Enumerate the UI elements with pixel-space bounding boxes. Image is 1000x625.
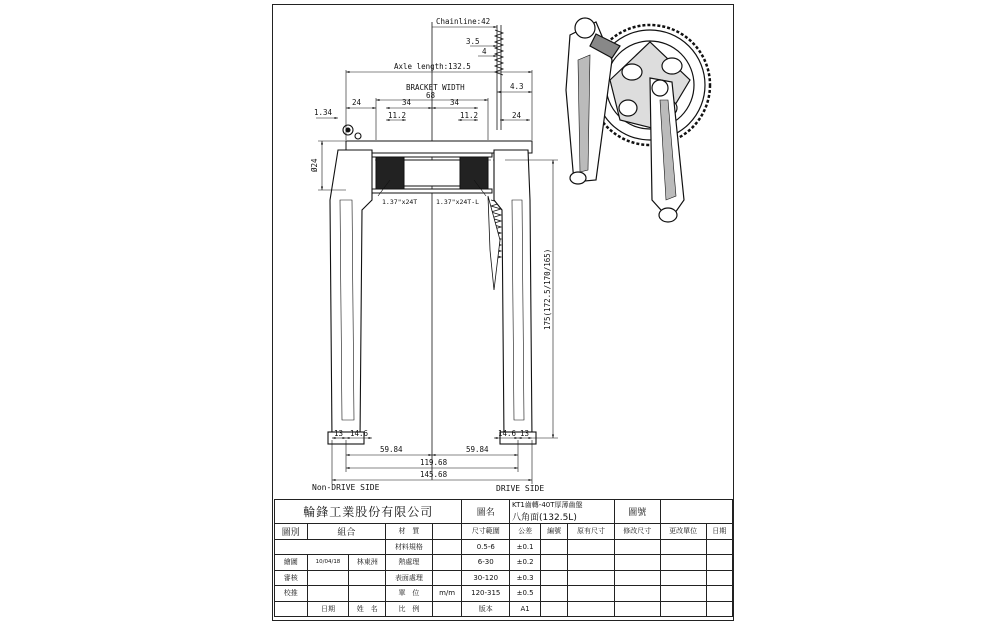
crankset-3d-render-icon: [566, 18, 710, 222]
dim-59-84-left: 59.84: [380, 445, 403, 454]
tb-r5-x3: [614, 586, 660, 602]
tb-r5-x5: [706, 586, 732, 602]
drawing-name-value: [510, 500, 615, 524]
tb-r5-c6: ±0.5: [510, 586, 541, 602]
tb-r5-x2: [568, 586, 615, 602]
tb-r6-c6: A1: [510, 601, 541, 617]
dim-145-68: 145.68: [420, 470, 448, 479]
tb-r4-c2: [349, 570, 386, 586]
drawing-name-line-2: 八角面(132.5L): [512, 513, 577, 523]
tb-r4-c5: 30-120: [462, 570, 510, 586]
tb-r4-c1: [307, 570, 349, 586]
tb-r5-c4: m/m: [432, 586, 462, 602]
tb-r1-c4: 尺寸範圍: [462, 524, 510, 540]
dim-axle: Axle length:132.5: [394, 62, 471, 71]
tb-r1-c0: 圖別: [275, 524, 308, 540]
tb-r1-c9: 更改單位: [660, 524, 706, 540]
tb-r1-c2: 材 質: [386, 524, 433, 540]
tb-r3-c0: 繪圖: [275, 555, 308, 571]
tb-r2-x3: [614, 539, 660, 555]
tb-r3-x1: [541, 555, 568, 571]
drawing-no-label: 圖號: [614, 500, 660, 524]
tb-r5-x4: [660, 586, 706, 602]
tb-r5-c3: 單 位: [386, 586, 433, 602]
dim-4: 4: [482, 47, 487, 56]
tb-r4-c3: 表面處理: [386, 570, 433, 586]
tb-r4-c0: 審核: [275, 570, 308, 586]
tb-r4-c6: ±0.3: [510, 570, 541, 586]
thread-right-label: 1.37"x24T-L: [436, 198, 480, 206]
dim-24-left: 24: [352, 98, 362, 107]
tb-r1-c7: 原有尺寸: [568, 524, 615, 540]
dim-68: 68: [426, 91, 436, 100]
tb-r4-x4: [660, 570, 706, 586]
tb-r6-c3: 比 例: [386, 601, 433, 617]
dim-crank-length: 175(172.5/170/165): [543, 248, 552, 330]
dim-59-84-right: 59.84: [466, 445, 489, 454]
dim-119-68: 119.68: [420, 458, 448, 467]
tb-r6-c1: 日期: [307, 601, 349, 617]
tb-r3-x5: [706, 555, 732, 571]
tb-r4-x2: [568, 570, 615, 586]
left-crank-arm: [328, 125, 372, 444]
tb-r3-c5: 6-30: [462, 555, 510, 571]
tb-r5-c2: [349, 586, 386, 602]
tb-r2-c3: [432, 539, 462, 555]
tb-r5-c1: [307, 586, 349, 602]
tb-r6-c2: 姓 名: [349, 601, 386, 617]
right-crank-arm: [488, 150, 536, 444]
company-name: 輪鋒工業股份有限公司: [275, 500, 462, 524]
tb-r3-x4: [660, 555, 706, 571]
tb-r6-c0: [275, 601, 308, 617]
tb-r1-c1: 組合: [307, 524, 386, 540]
tb-r2-c4: 0.5-6: [462, 539, 510, 555]
tb-r6-x5: [706, 601, 732, 617]
dim-chainline: Chainline:42: [436, 17, 491, 26]
drive-side-label: DRIVE SIDE: [496, 484, 545, 493]
tb-r2-x5: [706, 539, 732, 555]
tb-r6-c5: 版本: [462, 601, 510, 617]
tb-r4-x1: [541, 570, 568, 586]
tb-r2-c2: 材料規格: [386, 539, 433, 555]
tb-r2-x2: [568, 539, 615, 555]
non-drive-side-label: Non-DRIVE SIDE: [312, 483, 380, 492]
tb-r3-c6: ±0.2: [510, 555, 541, 571]
thread-left-label: 1.37"x24T: [382, 198, 418, 206]
tb-r6-x4: [660, 601, 706, 617]
tb-r3-c3: 熱處理: [386, 555, 433, 571]
tb-r5-c0: 校推: [275, 586, 308, 602]
dim-14-6-right: 14.6: [498, 429, 517, 438]
tb-r6-x1: [541, 601, 568, 617]
dim-13-right: 13: [520, 429, 530, 438]
tb-r2-x4: [660, 539, 706, 555]
tb-r6-x2: [568, 601, 615, 617]
tb-r4-x5: [706, 570, 732, 586]
tb-r4-x3: [614, 570, 660, 586]
tb-r2-c5: ±0.1: [510, 539, 541, 555]
tb-r3-x2: [568, 555, 615, 571]
dim-13-left: 13: [334, 429, 344, 438]
drawing-no-value: [660, 500, 732, 524]
tb-r5-x1: [541, 586, 568, 602]
tb-r1-c3: [432, 524, 462, 540]
dim-4-3: 4.3: [510, 82, 524, 91]
dim-34-left: 34: [402, 98, 412, 107]
dim-1-34: 1.34: [314, 108, 333, 117]
tb-r3-c4: [432, 555, 462, 571]
tb-r2-empty: [275, 539, 386, 555]
tb-r1-c6: 編號: [541, 524, 568, 540]
tb-r2-x1: [541, 539, 568, 555]
dim-bracket: BRACKET WIDTH: [406, 83, 465, 92]
dim-3-5: 3.5: [466, 37, 480, 46]
drawing-name-line-1: KT1齒轉-40T厚薄齒盤: [512, 501, 583, 509]
tb-r6-c4: [432, 601, 462, 617]
dim-11-2-right: 11.2: [460, 111, 479, 120]
tb-r6-x3: [614, 601, 660, 617]
title-block: [274, 499, 733, 617]
tb-r1-c10: 日期: [706, 524, 732, 540]
tb-r5-c5: 120-315: [462, 586, 510, 602]
tb-r3-x3: [614, 555, 660, 571]
dim-34-right: 34: [450, 98, 460, 107]
dim-phi24: Ø24: [310, 158, 319, 172]
tb-r4-c4: [432, 570, 462, 586]
tb-r3-c1: 10/04/18: [307, 555, 349, 571]
dim-11-2-left: 11.2: [388, 111, 407, 120]
tb-r1-c8: 修改尺寸: [614, 524, 660, 540]
dim-14-6-left: 14.6: [350, 429, 369, 438]
dim-24-right: 24: [512, 111, 522, 120]
drawing-name-label: 圖名: [462, 500, 510, 524]
tb-r3-c2: 林東洲: [349, 555, 386, 571]
tb-r1-c5: 公差: [510, 524, 541, 540]
